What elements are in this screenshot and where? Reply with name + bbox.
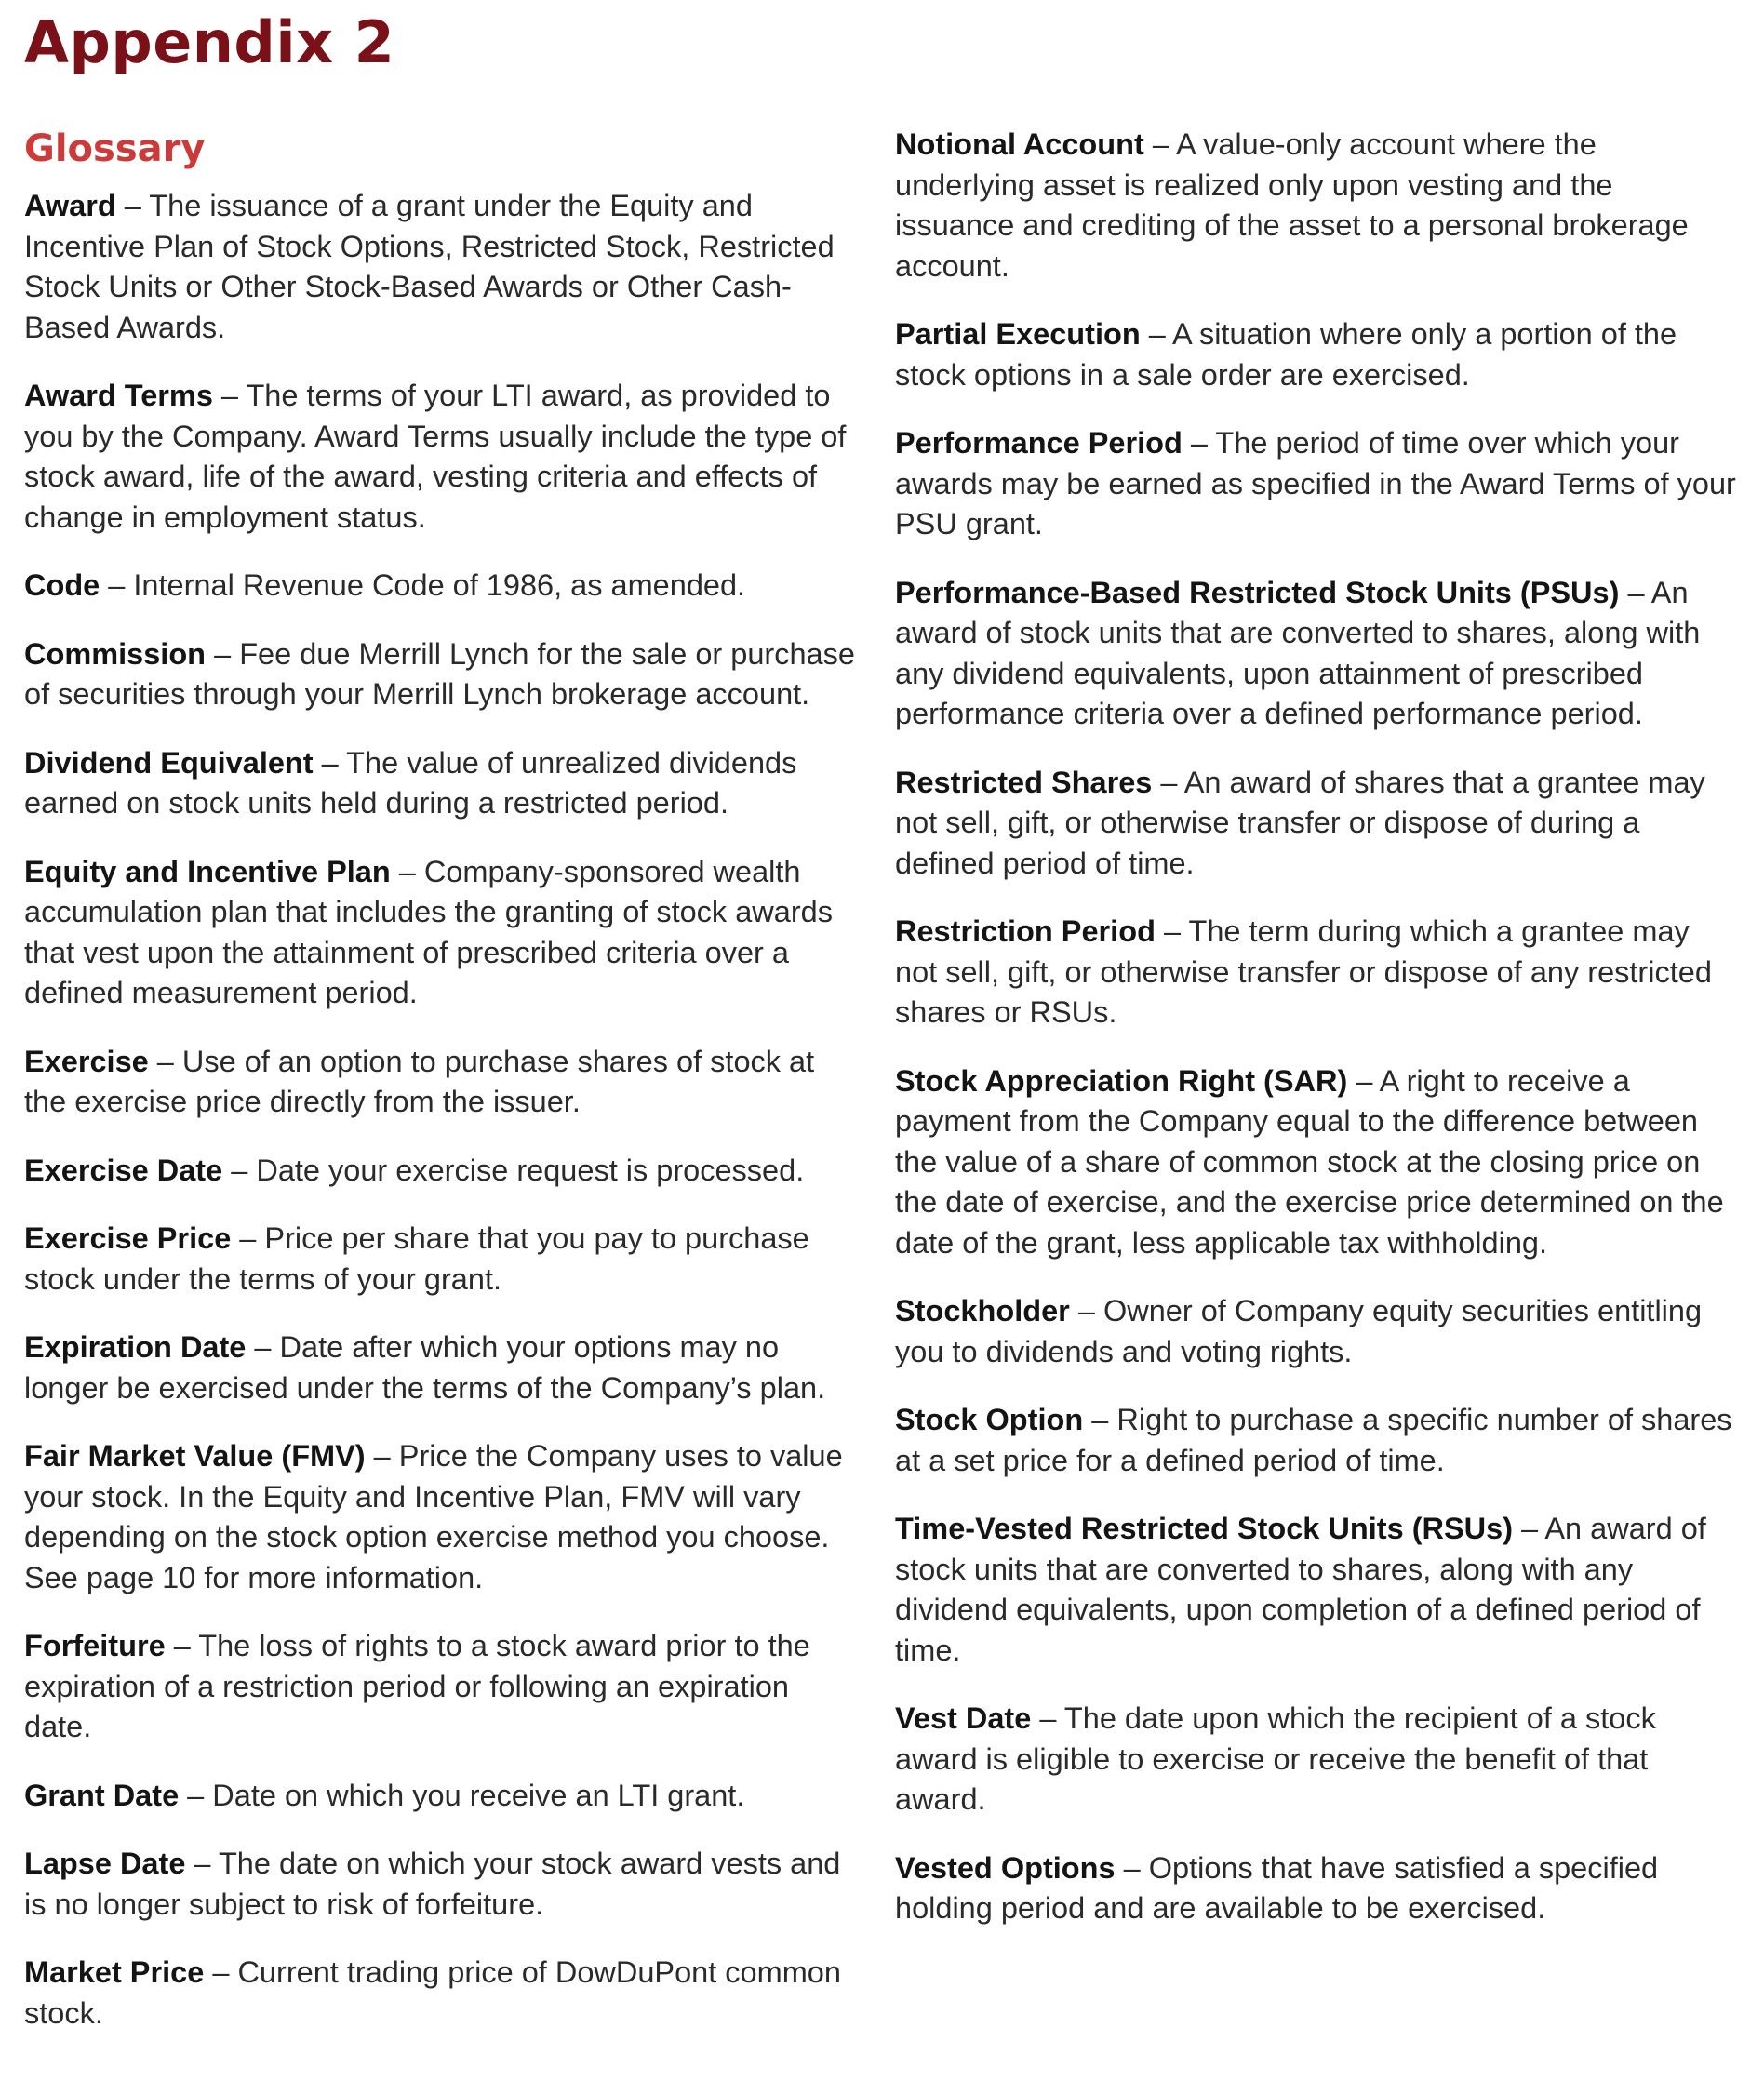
glossary-term: Exercise xyxy=(24,1044,149,1078)
term-separator: – xyxy=(390,854,424,888)
glossary-definition: Options that have satisfied a specified holding period and are available to be exercised. xyxy=(895,1850,1659,1925)
page-title: Appendix 2 xyxy=(24,8,395,76)
glossary-term: Equity and Incentive Plan xyxy=(24,854,391,888)
glossary-term: Notional Account xyxy=(895,127,1144,161)
glossary-definition: Price per share that you pay to purchase stock under the terms of your grant. xyxy=(24,1221,809,1296)
glossary-definition: Date on which you receive an LTI grant. xyxy=(212,1778,745,1812)
term-separator: – xyxy=(1152,765,1184,799)
glossary-entry xyxy=(895,912,1738,1034)
term-separator: – xyxy=(1115,1850,1149,1885)
term-separator: – xyxy=(206,636,240,671)
term-separator: – xyxy=(222,1153,257,1187)
term-separator: – xyxy=(1083,1403,1117,1436)
glossary-entry xyxy=(24,1436,862,1598)
glossary-entry xyxy=(24,1953,862,2034)
glossary-entry xyxy=(895,1848,1738,1929)
glossary-entry xyxy=(24,1219,862,1300)
glossary-term: Code xyxy=(24,568,100,602)
glossary-term: Award Terms xyxy=(24,379,213,412)
glossary-left-column xyxy=(24,125,862,2061)
glossary-term: Commission xyxy=(24,636,207,671)
glossary-term: Exercise Price xyxy=(24,1221,232,1255)
glossary-entry xyxy=(24,743,862,824)
term-separator: – xyxy=(212,379,247,412)
glossary-entry xyxy=(24,566,862,607)
glossary-term: Restriction Period xyxy=(895,914,1156,948)
term-separator: – xyxy=(115,189,150,222)
glossary-entry xyxy=(895,573,1738,735)
glossary-term: Time-Vested Restricted Stock Units (RSUs) xyxy=(895,1512,1514,1545)
glossary-term: Forfeiture xyxy=(24,1629,166,1662)
term-separator: – xyxy=(246,1330,280,1364)
glossary-definition: Company-sponsored wealth accumulation plan that includes the granting of stock awards that vest upon the attainment of prescribed criteria over a defined measurement period. xyxy=(24,854,833,1009)
glossary-term: Fair Market Value (FMV) xyxy=(24,1439,366,1473)
glossary-definition: An award of shares that a grantee may not sell, gift, or otherwise transfer or dispose of during a defined period of time. xyxy=(895,765,1705,880)
glossary-definition: The value of unrealized dividends earned on stock units held during a restricted period. xyxy=(24,745,797,820)
term-separator: – xyxy=(313,745,347,780)
glossary-definition: Date after which your options may no longer be exercised under the terms of the Company’s plan. xyxy=(24,1330,826,1405)
glossary-entry xyxy=(24,1042,862,1123)
right-entry-list xyxy=(895,125,1738,1929)
term-separator: – xyxy=(1513,1512,1545,1545)
term-separator: – xyxy=(165,1629,199,1662)
glossary-entry xyxy=(895,314,1738,395)
glossary-term: Performance-Based Restricted Stock Units (PSUs) xyxy=(895,575,1620,609)
glossary-definition: The terms of your LTI award, as provided to you by the Company. Award Terms usually include the type of stock award, life of the award, vesting criteria and effects of change in employment status. xyxy=(24,379,847,534)
glossary-definition: Owner of Company equity securities entitling you to dividends and voting rights. xyxy=(895,1294,1703,1368)
term-separator: – xyxy=(1619,575,1651,609)
glossary-definition: Internal Revenue Code of 1986, as amended. xyxy=(133,568,746,602)
term-separator: – xyxy=(1182,426,1216,460)
glossary-entry xyxy=(24,1844,862,1925)
glossary-entry xyxy=(895,1061,1738,1264)
glossary-entry xyxy=(24,1327,862,1408)
glossary-term: Grant Date xyxy=(24,1778,180,1812)
glossary-term: Award xyxy=(24,189,116,222)
glossary-term: Vested Options xyxy=(895,1850,1116,1885)
term-separator: – xyxy=(1140,317,1173,351)
glossary-entry xyxy=(895,1291,1738,1372)
term-separator: – xyxy=(231,1221,265,1255)
glossary-definition: The period of time over which your awards may be earned as specified in the Award Terms of your PSU grant. xyxy=(895,426,1736,540)
glossary-definition: The issuance of a grant under the Equity and Incentive Plan of Stock Options, Restricted Stock, Restricted Stock Units or Other Stock-Based Awards or Other Cash-Based Awards. xyxy=(24,189,835,344)
glossary-term: Expiration Date xyxy=(24,1330,247,1364)
glossary-definition: A right to receive a payment from the Company equal to the difference between the value of a share of common stock at the closing price on the date of exercise, and the exercise price determined on the date of the grant, less applicable tax withholding. xyxy=(895,1063,1724,1260)
term-separator: – xyxy=(1069,1294,1103,1327)
glossary-entry xyxy=(895,1400,1738,1481)
glossary-entry xyxy=(24,634,862,715)
glossary-definition: An award of stock units that are converted to shares, along with any dividend equivalents, upon completion of a defined period of time. xyxy=(895,1512,1706,1667)
term-separator: – xyxy=(179,1778,213,1812)
term-separator: – xyxy=(1031,1701,1064,1735)
glossary-definition: Price the Company uses to value your stock. In the Equity and Incentive Plan, FMV will vary depending on the stock option exercise method you choose. See page 10 for more information. xyxy=(24,1439,843,1594)
glossary-right-column xyxy=(895,125,1738,1957)
left-entry-list xyxy=(24,186,862,2034)
glossary-definition: The date on which your stock award vests and is no longer subject to risk of forfeiture. xyxy=(24,1847,841,1921)
glossary-term: Stockholder xyxy=(895,1294,1070,1327)
glossary-term: Exercise Date xyxy=(24,1153,223,1187)
glossary-definition: Current trading price of DowDuPont common stock. xyxy=(24,1955,841,2030)
glossary-definition: A situation where only a portion of the stock options in a sale order are exercised. xyxy=(895,317,1677,392)
glossary-entry xyxy=(895,763,1738,885)
term-separator: – xyxy=(1155,914,1189,948)
term-separator: – xyxy=(1143,127,1177,161)
glossary-entry xyxy=(24,186,862,348)
glossary-definition: Use of an option to purchase shares of stock at the exercise price directly from the issuer. xyxy=(24,1044,815,1118)
glossary-entry xyxy=(895,1509,1738,1671)
glossary-term: Vest Date xyxy=(895,1701,1032,1735)
term-separator: – xyxy=(100,568,134,602)
glossary-term: Dividend Equivalent xyxy=(24,745,314,780)
glossary-definition: Fee due Merrill Lynch for the sale or purchase of securities through your Merrill Lynch brokerage account. xyxy=(24,636,855,711)
glossary-definition: A value-only account where the underlying asset is realized only upon vesting and the issuance and crediting of the asset to a personal brokerage account. xyxy=(895,127,1689,283)
term-separator: – xyxy=(365,1439,399,1473)
glossary-term: Market Price xyxy=(24,1955,205,1989)
glossary-entry xyxy=(895,125,1738,287)
glossary-entry xyxy=(895,1699,1738,1821)
glossary-term: Restricted Shares xyxy=(895,765,1153,799)
glossary-definition: Date your exercise request is processed. xyxy=(256,1153,805,1187)
glossary-definition: An award of stock units that are converted to shares, along with any dividend equivalents, upon attainment of prescribed performance criteria over a defined performance period. xyxy=(895,575,1701,730)
section-title: Glossary xyxy=(24,127,206,170)
glossary-definition: The date upon which the recipient of a stock award is eligible to exercise or receive the benefit of that award. xyxy=(895,1701,1656,1816)
glossary-definition: The loss of rights to a stock award prior to the expiration of a restriction period or following an expiration date. xyxy=(24,1629,810,1743)
glossary-definition: Right to purchase a specific number of shares at a set price for a defined period of time. xyxy=(895,1403,1732,1477)
glossary-term: Lapse Date xyxy=(24,1847,186,1880)
glossary-entry xyxy=(24,1151,862,1192)
term-separator: – xyxy=(1347,1063,1380,1098)
term-separator: – xyxy=(148,1044,182,1078)
glossary-term: Performance Period xyxy=(895,426,1183,460)
glossary-term: Stock Appreciation Right (SAR) xyxy=(895,1063,1348,1098)
glossary-term: Stock Option xyxy=(895,1403,1084,1436)
term-separator: – xyxy=(204,1955,238,1989)
glossary-entry xyxy=(24,376,862,538)
glossary-entry xyxy=(24,1626,862,1748)
glossary-entry xyxy=(24,1776,862,1817)
glossary-term: Partial Execution xyxy=(895,317,1141,351)
glossary-entry xyxy=(895,423,1738,545)
glossary-entry xyxy=(24,852,862,1014)
glossary-definition: The term during which a grantee may not sell, gift, or otherwise transfer or dispose of any restricted shares or RSUs. xyxy=(895,914,1712,1029)
term-separator: – xyxy=(185,1847,219,1880)
